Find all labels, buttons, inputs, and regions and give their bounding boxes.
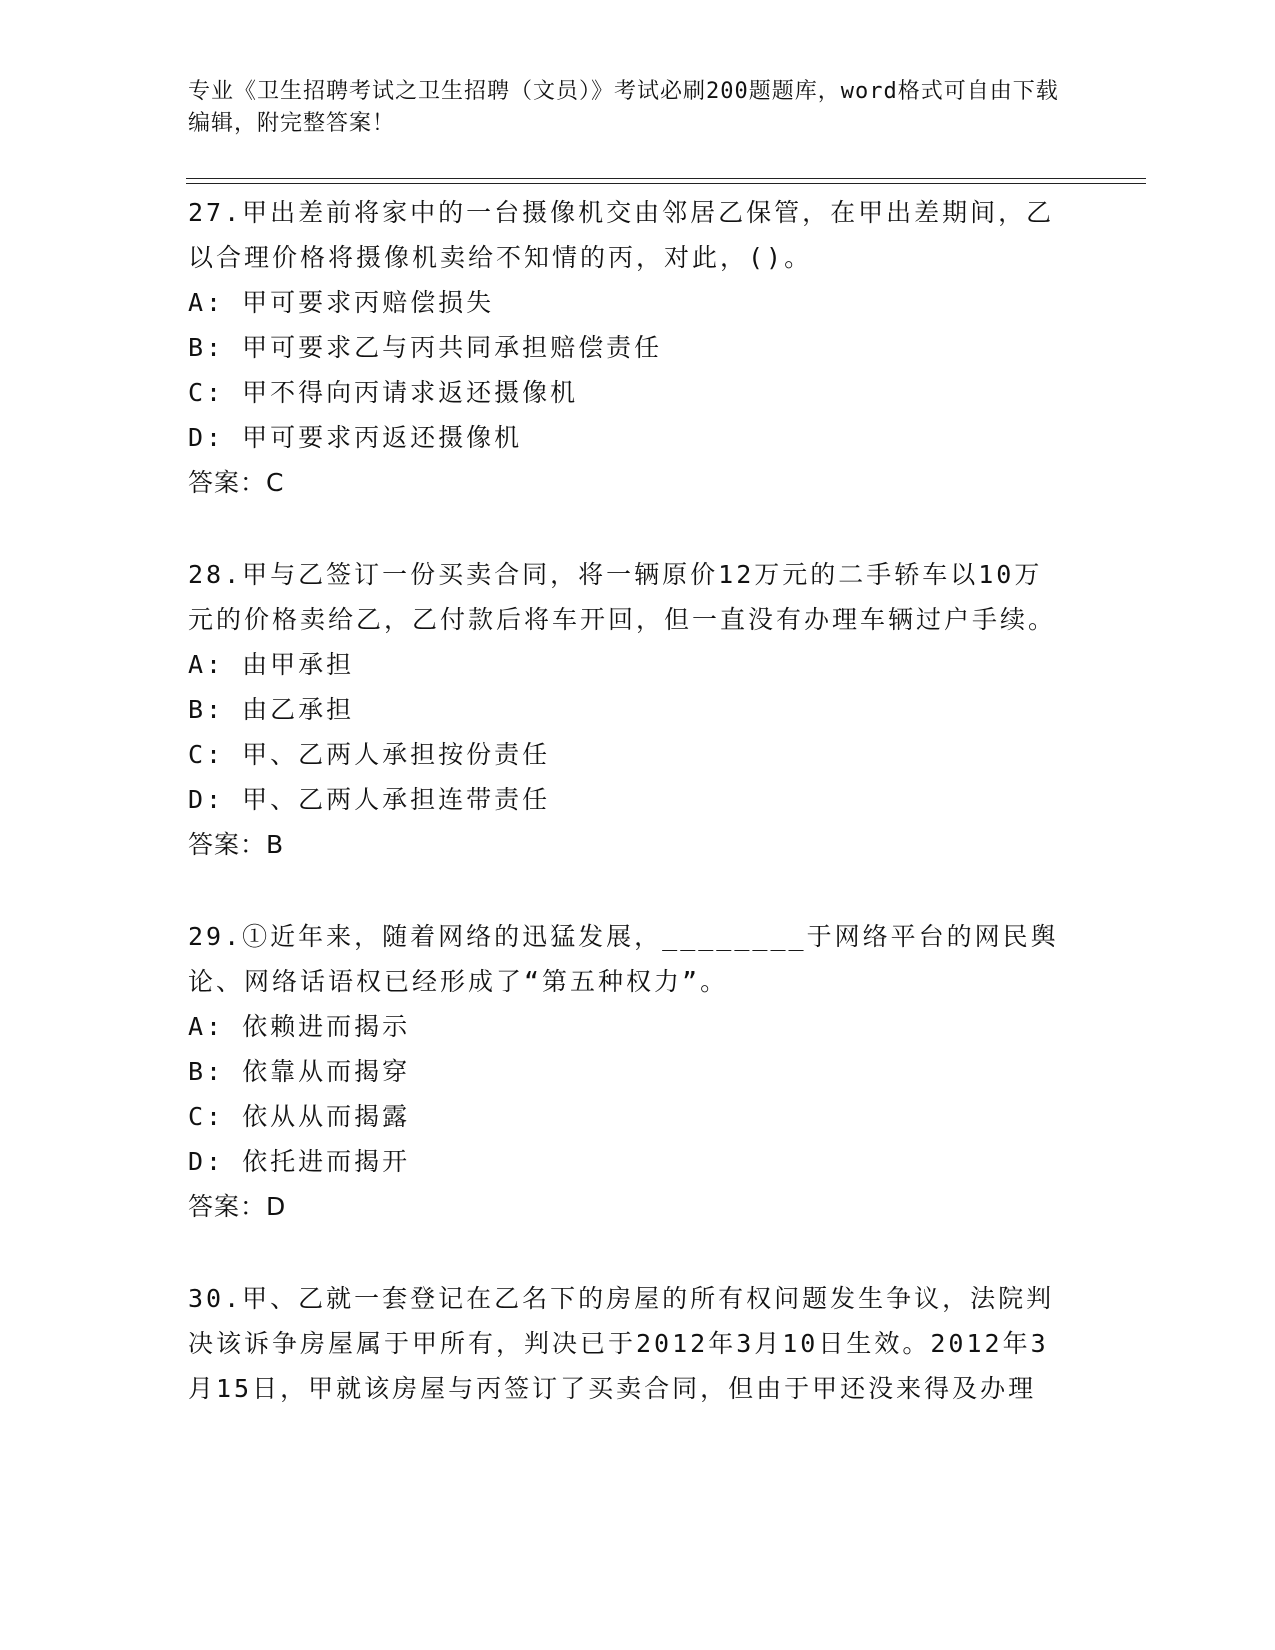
question-stem: 28.甲与乙签订一份买卖合同，将一辆原价12万元的二手轿车以10万元的价格卖给乙，乙付款后将车开回，但一直没有办理车辆过户手续。	[188, 560, 1057, 634]
option-c: C: 依从从而揭露	[188, 1102, 411, 1131]
question-stem: 27.甲出差前将家中的一台摄像机交由邻居乙保管，在甲出差期间，乙以合理价格将摄像机卖给不知情的丙，对此，()。	[188, 198, 1055, 272]
option-b: B: 由乙承担	[188, 695, 355, 724]
answer-line: 答案：C	[188, 468, 285, 497]
option-a: A: 依赖进而揭示	[188, 1012, 411, 1041]
answer-line: 答案：B	[188, 830, 285, 859]
question-list	[188, 190, 1068, 1457]
option-c: C: 甲不得向丙请求返还摄像机	[188, 378, 579, 407]
question-27	[188, 190, 1068, 506]
question-28	[188, 552, 1068, 868]
option-d: D: 甲可要求丙返还摄像机	[188, 423, 523, 452]
option-d: D: 甲、乙两人承担连带责任	[188, 785, 551, 814]
header-divider-bottom	[186, 183, 1146, 184]
option-d: D: 依托进而揭开	[188, 1147, 411, 1176]
option-b: B: 依靠从而揭穿	[188, 1057, 411, 1086]
option-c: C: 甲、乙两人承担按份责任	[188, 740, 551, 769]
option-a: A: 由甲承担	[188, 650, 355, 679]
answer-line: 答案：D	[188, 1192, 287, 1221]
question-stem: 30.甲、乙就一套登记在乙名下的房屋的所有权问题发生争议，法院判决该诉争房屋属于甲所有，判决已于2012年3月10日生效。2012年3月15日，甲就该房屋与丙签订了买卖合同，但由于甲还没来得及办理	[188, 1284, 1055, 1403]
option-b: B: 甲可要求乙与丙共同承担赔偿责任	[188, 333, 663, 362]
question-30	[188, 1276, 1068, 1411]
document-header: 专业《卫生招聘考试之卫生招聘（文员）》考试必刷200题题库，word格式可自由下载编辑，附完整答案！	[188, 79, 1059, 136]
question-stem: 29.①近年来，随着网络的迅猛发展，________于网络平台的网民舆论、网络话语权已经形成了“第五种权力”。	[188, 922, 1059, 996]
question-29	[188, 914, 1068, 1230]
option-a: A: 甲可要求丙赔偿损失	[188, 288, 495, 317]
header-divider-top	[186, 178, 1146, 179]
